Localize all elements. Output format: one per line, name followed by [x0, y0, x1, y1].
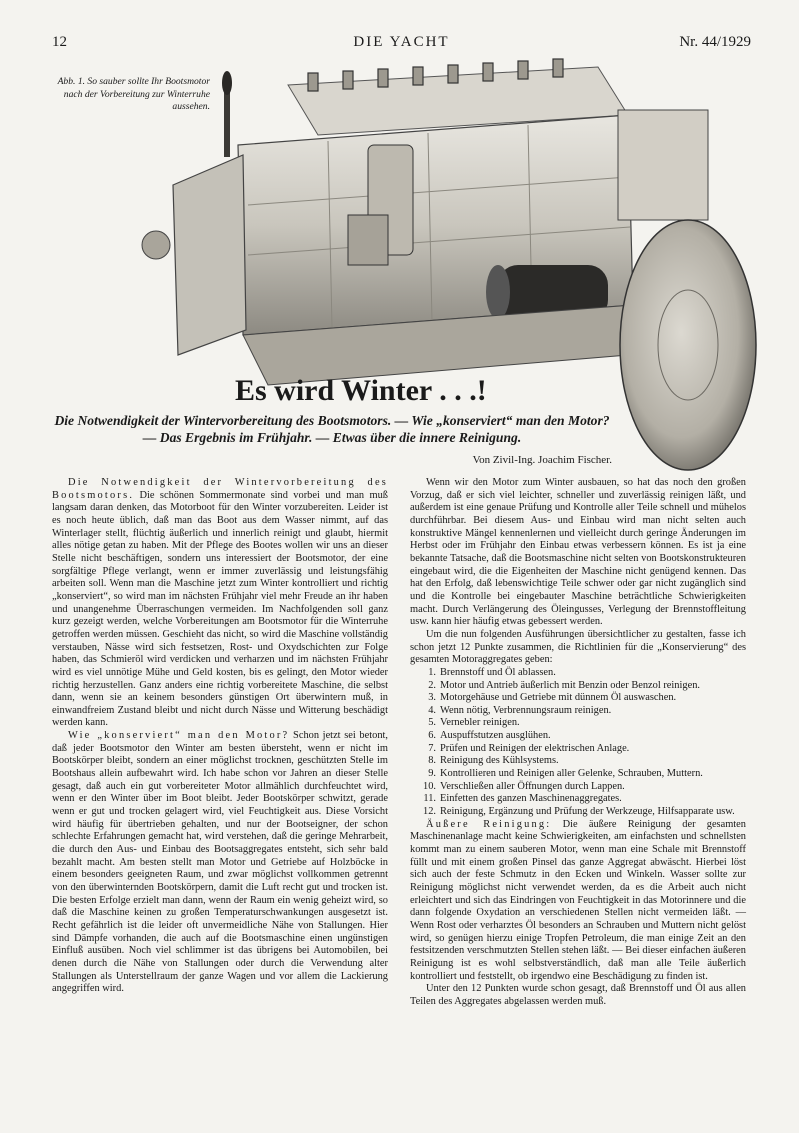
byline: Von Zivil-Ing. Joachim Fischer.	[472, 454, 612, 466]
list-item: 10. Verschließen aller Öffnungen durch Lappen.	[423, 780, 625, 792]
article-title: Es wird Winter . . .!	[235, 374, 487, 407]
list-item: 5. Vernebler reinigen.	[428, 717, 520, 729]
list-item: 11. Einfetten des ganzen Maschinenaggregates.	[423, 793, 622, 805]
run-in-head: Äußere Reinigung:	[426, 818, 552, 830]
list-item: 8. Reinigung des Kühlsystems.	[428, 755, 559, 767]
task-list	[410, 667, 746, 819]
paragraph: Unter den 12 Punkten wurde schon gesagt, daß Brennstoff und Öl aus allen Teilen des Aggregates abgelassen werden muß.	[410, 983, 746, 1007]
list-item: 6. Auspuffstutzen ausglühen.	[428, 730, 551, 742]
article-deck: Die Notwendigkeit der Wintervorbereitung des Bootsmotors. — Wie „konserviert“ man den Motor? — Das Ergebnis im Frühjahr. — Etwas über die innere Reinigung.	[54, 413, 610, 445]
paragraph	[52, 477, 388, 730]
paragraph-text: Schon jetzt sei betont, daß jeder Bootsmotor den Winter am besten übersteht, wenn er nicht im Bootskörper bleibt, sondern an einer möglichst trocknen, geschützten Stelle im Bootshaus allein aufbewahrt wird. Ich habe schon vor Jahren an dieser Stelle gesagt, daß auch ein gut vorbereiteter Motor allmählich durchfeuchtet wird, wenn er den Winter über im Boot bleibt. Jeder Bootskörper schwitzt, gerade wenn er gut und trocken gelagert wird, viel Feuchtigkeit aus. Diese Vorsicht wird häufig für übertrieben gehalten, und nur der Bootseigner, der schon schlechte Erfahrungen gemacht hat, wird verstehen, daß die geringe Mehrarbeit, die durch den Aus- und Einbau des Bootsaggregates entsteht, sich sehr bald bezahlt macht. Am besten stellt man Motor und Getriebe auf Holzböcke in einem besonders geeigneten Raum, und zwar möglichst vollkommen getrennt von den überwinternden Bootskörpern, damit die Luft recht gut und trocken ist. Die besten Erfolge erzielt man dann, wenn der Raum ein wenig geheizt wird, so daß die Maschine keinen zu großen Temperaturschwankungen ausgesetzt ist. Recht gefährlich ist die leider oft unvermeidliche Nähe von Stallungen. Hier sind Dämpfe vorhanden, die auch auf die Bootsmaschine einen ungünstigen Einfluß ausüben. Noch viel schlimmer ist das übrigens bei Automobilen, bei denen durch die Nähe von Stallungen oder durch die Verwendung alter Stallungen als Unterstellraum der ganze Wagen und vor allem die Lackierung angegriffen wird.	[52, 730, 388, 995]
run-in-head: Wie „konserviert“ man den Motor?	[68, 730, 290, 742]
list-item: 2. Motor und Antrieb äußerlich mit Benzin oder Benzol reinigen.	[428, 679, 700, 691]
paragraph	[52, 730, 388, 996]
run-in-head: Die Notwendigkeit der Wintervorbereitung des Bootsmotors.	[52, 477, 388, 501]
list-item: 9. Kontrollieren und Reinigen aller Gelenke, Schrauben, Muttern.	[428, 768, 703, 780]
text-column-right	[410, 477, 746, 1009]
running-head	[52, 34, 751, 54]
paragraph-text: Die äußere Reinigung der gesamten Maschinenanlage macht keine Schwierigkeiten, am einfachsten und schnellsten kommt man zu einem sauberen Motor, wenn man eine Schale mit Brennstoff füllt und mit einem großen Pinsel das ganze Aggregat abwäscht. Hierbei löst sich auch der feste Schmutz in den Ecken und Winkeln. Wasser sollte zur Reinigung möglichst nicht verwendet werden, da es die Arbeit auch nicht erleichtert und sich das Eindringen von Feuchtigkeit in das Motorinnere und die dann folgende Oxydation an verschiedenen Stellen nicht vermeiden läßt. — Wenn Rost oder verharztes Öl besonders an Schrauben und Muttern nicht gelöst wird, so genügen hierzu einige Tropfen Petroleum, die man einige Zeit an den festsitzenden verschmutzten Stellen stehen läßt. — Bei dieser einfachen äußeren Reinigung ist es wohl selbstverständlich, daß man alle Teile äußerlich kontrolliert und feststellt, ob irgendwo eine Beschädigung zu finden ist.	[410, 818, 746, 982]
list-item: 1. Brennstoff und Öl ablassen.	[428, 666, 556, 678]
page-number: 12	[52, 34, 67, 50]
list-item: 3. Motorgehäuse und Getriebe mit dünnem Öl auswaschen.	[428, 692, 677, 704]
magazine-title: DIE YACHT	[353, 34, 450, 50]
paragraph: Wenn wir den Motor zum Winter ausbauen, so hat das noch den großen Vorzug, daß er sich viel leichter, schneller und zuverlässig reinigen läßt, und außerdem ist eine genaue Prüfung und Kontrolle aller Teile schnell und mühelos durchführbar. Bei diesem Aus- und Einbau wird man nicht selten auch konstruktive Mängel kennenlernen und vielleicht durch geringe Änderungen im Herbst oder im Frühjahr den Einbau etwas verbessern können. Es ist ja eine bekannte Tatsache, daß die Bootsmaschine nicht selten von Bootskonstrukteuren eingebaut wird, die die Eigenheiten der Maschine nicht genügend kennen. Das hat den Erfolg, daß lebenswichtige Teile schwer oder gar nicht zugänglich sind und die Kontrolle bei eingebauter Maschine beträchtliche Schwierigkeiten macht. Durch Verlängerung des Öleingusses, Verlegung der Brennstoffleitung usw. kann hier häufig etwas gebessert werden.	[410, 477, 746, 628]
figure-caption: Abb. 1. So sauber sollte Ihr Bootsmotor nach der Vorbereitung zur Winterruhe aussehen.	[57, 76, 210, 112]
paragraph	[410, 819, 746, 984]
paragraph: Um die nun folgenden Ausführungen übersichtlicher zu gestalten, fasse ich schon jetzt 12 Punkte zusammen, die Richtlinien für die „Konservierung“ des gesamten Motoraggregates geben:	[410, 628, 746, 666]
text-column-left	[52, 477, 388, 996]
paragraph-text: Die schönen Sommermonate sind vorbei und man muß langsam daran denken, das Motorboot für den Winter vorzubereiten. Leider ist es noch heute üblich, daß man das Boot aus dem Wasser nimmt, auf das Winterlager stellt, flüchtig äußerlich und innerlich reinigt und glaubt, hiermit alles nötige getan zu haben. Mit der Pflege des Bootes wollen wir uns an dieser Stelle nicht beschäftigen, sondern uns interessiert der Bootsmotor, der eine sorgfältige Pflege verlangt, wenn er immer zuverlässig und leistungsfähig arbeiten soll. Wenn man die Maschine jetzt zum Winter kontrolliert und richtig „konserviert“, so wird man im nächsten Frühjahr viel mehr Freude an ihr haben und unangenehme Überraschungen vermeiden. Im Nachfolgenden soll ganz kurz gezeigt werden, welche Vorbereitungen am Bootsmotor für die Winterruhe getroffen werden müssen. Geschieht das nicht, so wird die Maschine vollständig verstauben, Nässe wird sich festsetzen, Rost- und Oxydschichten zur Folge haben, das Schmieröl wird verdicken und verharzen und im nächsten Frühjahr wird es viel unnötige Mühe und Geld kosten, bis es gelingt, den Motor wieder richtig herzustellen. Ganz anders eine richtig vorbereitete Maschine, die selbst dann, wenn sie an keinem besonders günstigen Ort überwintern muß, in einwandfreiem Zustand bleibt und nicht durch Nässe und Witterung beschädigt werden kann.	[52, 489, 388, 729]
list-item: 4. Wenn nötig, Verbrennungsraum reinigen.	[428, 704, 612, 716]
list-item: 7. Prüfen und Reinigen der elektrischen Anlage.	[428, 742, 630, 754]
list-item: 12. Reinigung, Ergänzung und Prüfung der Werkzeuge, Hilfsapparate usw.	[423, 806, 735, 818]
issue-number: Nr. 44/1929	[679, 34, 751, 50]
